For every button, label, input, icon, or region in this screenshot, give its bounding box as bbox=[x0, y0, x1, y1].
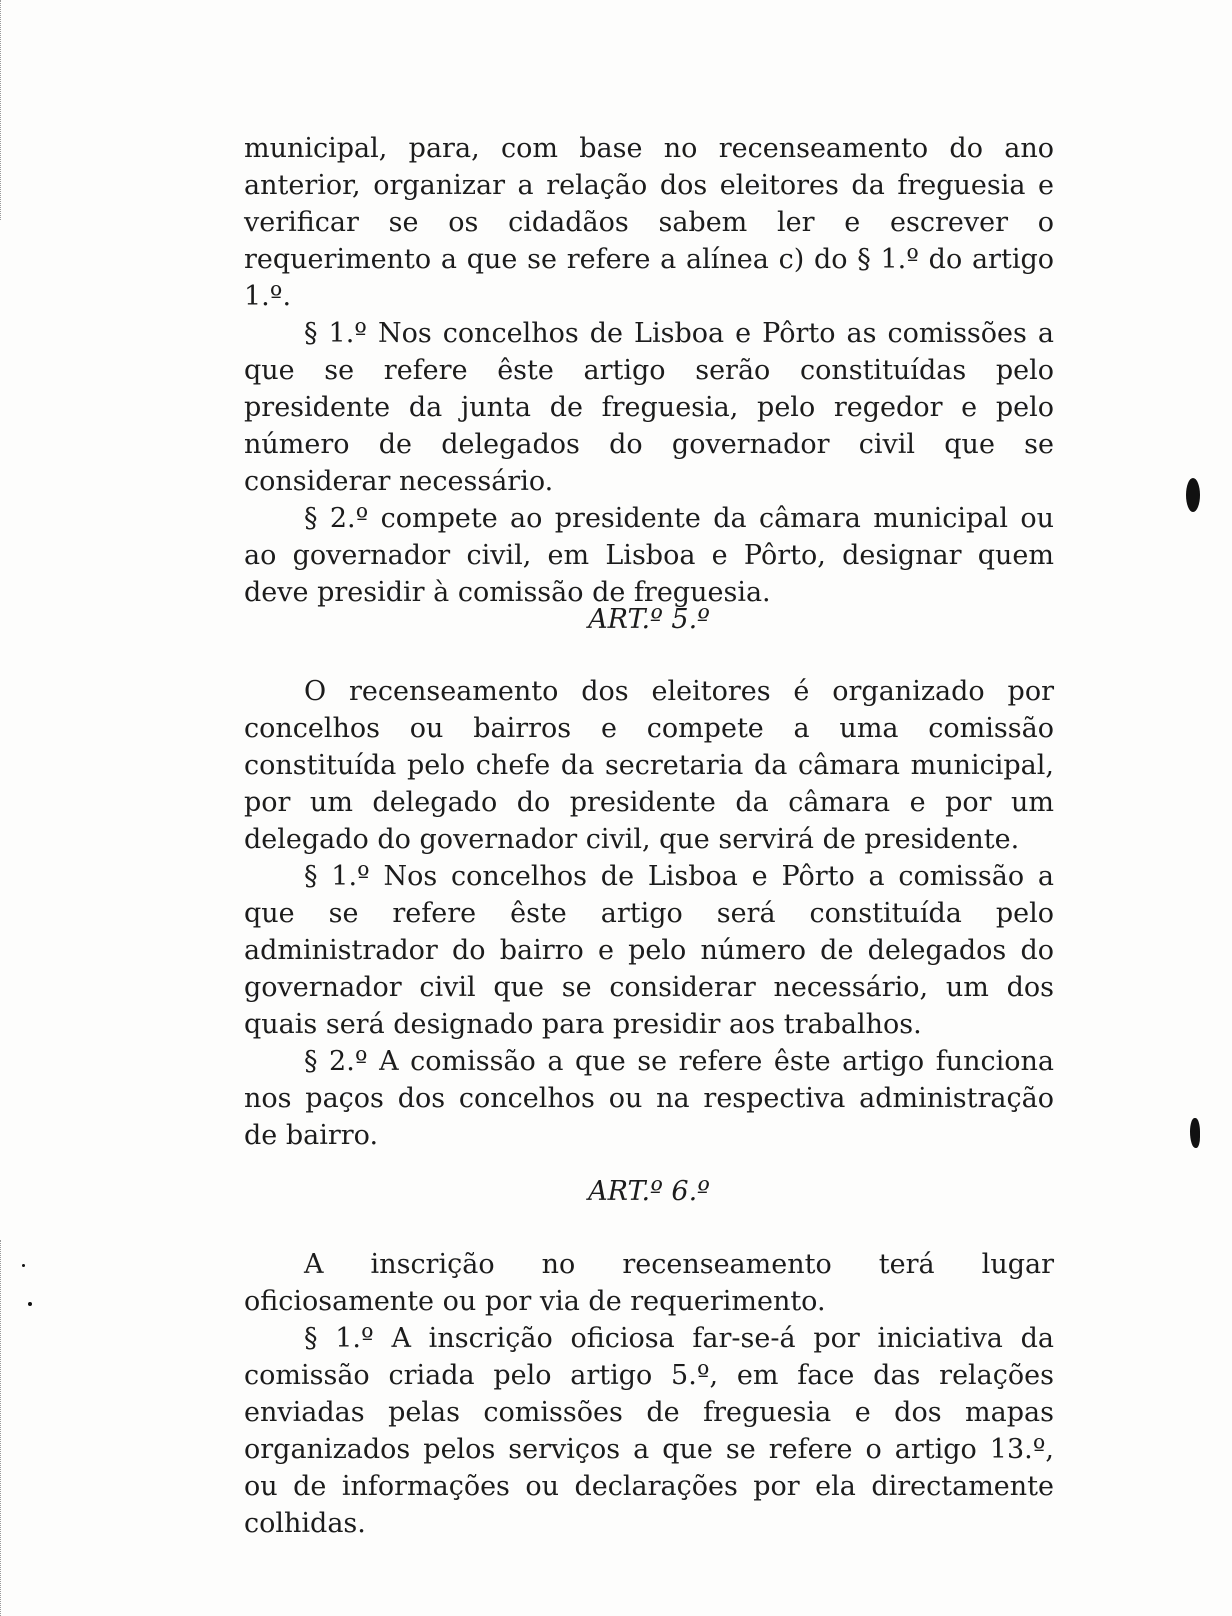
scan-dot bbox=[22, 1264, 25, 1267]
scan-margin-noise bbox=[0, 1240, 11, 1616]
scan-blot bbox=[1186, 478, 1200, 512]
paragraph-section-1: § 1.º Nos concelhos de Lisboa e Pôrto a comissão a que se refere êste artigo será constituída pelo administrador do bairro e pelo número de delegados do governador civil que se considerar necessário, um dos quais será designado para presidir aos trabalhos. bbox=[244, 861, 1054, 1040]
scan-margin-noise bbox=[0, 0, 11, 220]
paragraph-block-1 bbox=[244, 130, 1054, 611]
paragraph: municipal, para, com base no recenseamento do ano anterior, organizar a relação dos eleitores da freguesia e verificar se os cidadãos sabem ler e escrever o requerimento a que se refere a alínea c) do § 1.º do artigo 1.º. bbox=[244, 133, 1054, 312]
paragraph-block-3 bbox=[244, 1246, 1054, 1542]
paragraph-section-1: § 1.º Nos concelhos de Lisboa e Pôrto as comissões a que se refere êste artigo serão constituídas pelo presidente da junta de freguesia, pelo regedor e pelo número de delegados do governador civil que se considerar necessário. bbox=[244, 318, 1054, 497]
paragraph-block-2 bbox=[244, 673, 1054, 1154]
article-heading-6: ART.º 6.º bbox=[588, 1176, 710, 1207]
scan-blot bbox=[1190, 1118, 1200, 1148]
article-heading-5: ART.º 5.º bbox=[588, 604, 710, 635]
paragraph: O recenseamento dos eleitores é organizado por concelhos ou bairros e compete a uma comissão constituída pelo chefe da secretaria da câmara municipal, por um delegado do presidente da câmara e por um delegado do governador civil, que servirá de presidente. bbox=[244, 676, 1054, 855]
paragraph-section-1: § 1.º A inscrição oficiosa far-se-á por iniciativa da comissão criada pelo artigo 5.º, em face das relações enviadas pelas comissões de freguesia e dos mapas organizados pelos serviços a que se refere o artigo 13.º, ou de informações ou declarações por ela directamente colhidas. bbox=[244, 1323, 1054, 1539]
scan-dot bbox=[28, 1302, 32, 1306]
paragraph: A inscrição no recenseamento terá lugar oficiosamente ou por via de requerimento. bbox=[244, 1249, 1054, 1317]
paragraph-section-2: § 2.º compete ao presidente da câmara municipal ou ao governador civil, em Lisboa e Pôrto, designar quem deve presidir à comissão de freguesia. bbox=[244, 503, 1054, 608]
paragraph-section-2: § 2.º A comissão a que se refere êste artigo funciona nos paços dos concelhos ou na respectiva administração de bairro. bbox=[244, 1046, 1054, 1151]
